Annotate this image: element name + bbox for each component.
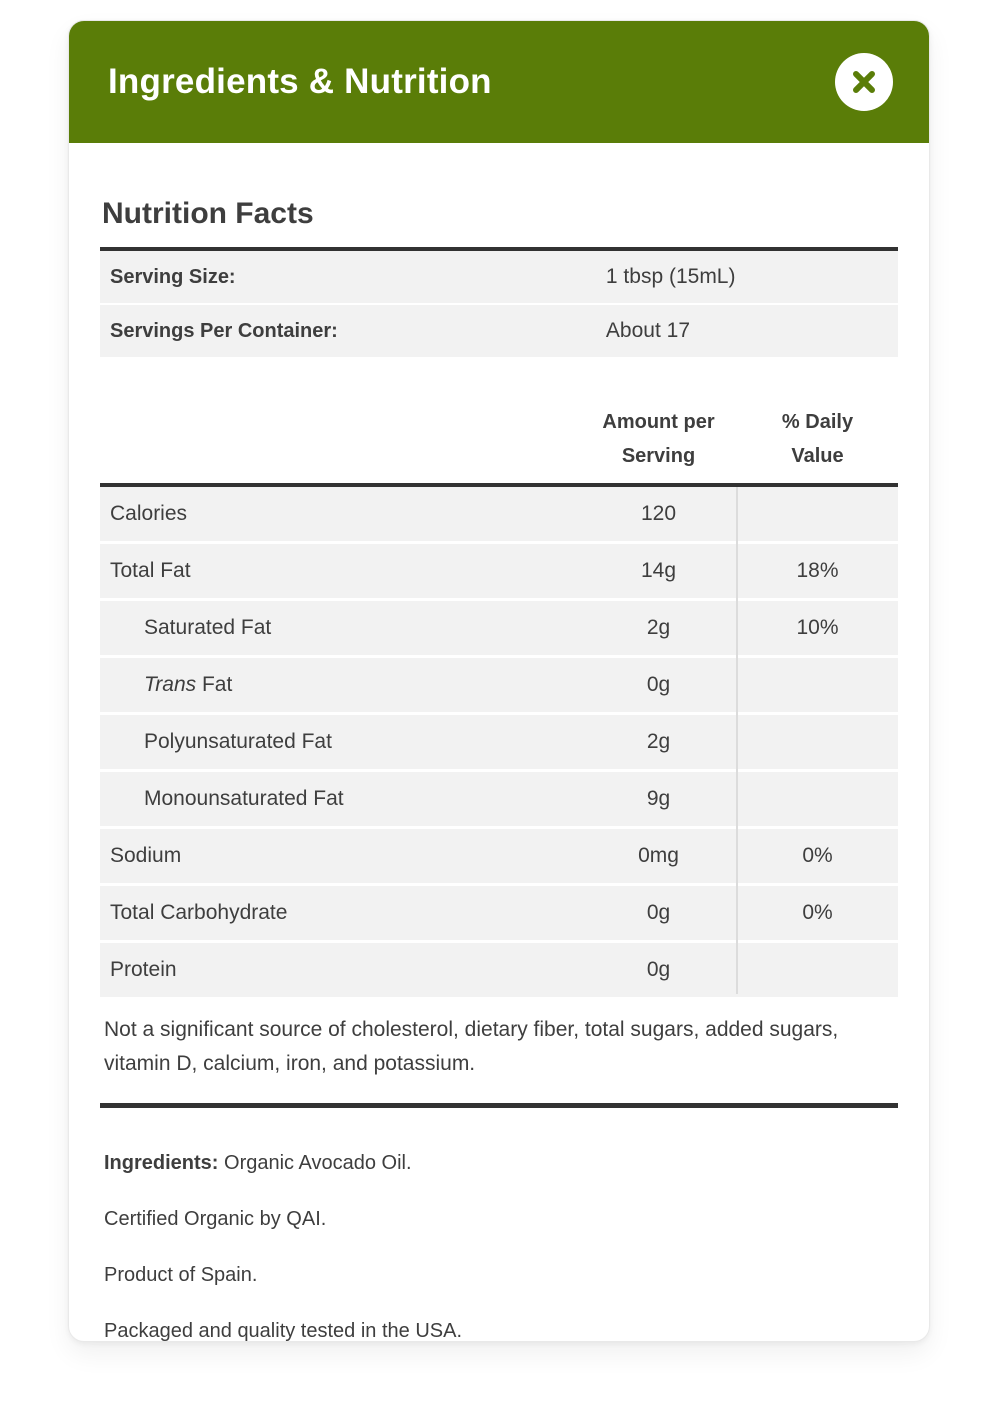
table-row [100,943,898,997]
table-row [100,601,898,655]
nutrient-amount: 0mg [638,844,679,867]
column-header-spacer [100,405,580,473]
nutrient-label: Trans Fat [144,673,233,696]
modal-title: Ingredients & Nutrition [108,62,492,101]
nutrient-amount: 0g [646,673,671,696]
product-details [100,1152,898,1396]
nutrition-footnote: Not a significant source of cholesterol, dietary fiber, total sugars, added sugars, vitamin D, calcium, iron, and potassium. [104,1018,839,1076]
detail-line-text: Packaged and quality tested in the USA. [104,1320,463,1343]
serving-info-label: Serving Size: [110,265,236,288]
nutrient-amount: 0g [646,901,671,924]
column-header-amount: Amount per Serving [602,411,715,467]
nutrient-label: Sodium [110,844,182,867]
nutrient-label: Calories [110,502,188,525]
nutrient-amount: 2g [646,616,671,639]
nutrient-label: Total Fat [110,559,191,582]
ingredients-nutrition-modal [68,20,930,1342]
column-header-daily-value: % Daily Value [781,411,854,467]
close-button[interactable] [835,53,893,111]
serving-info-value: 1 tbsp (15mL) [605,265,736,288]
table-row [100,487,898,541]
nutrient-daily-value: 18% [796,559,839,582]
serving-info-row [100,305,898,357]
modal-header [69,21,929,143]
nutrient-daily-value: 0% [802,844,833,867]
detail-line-bold: Ingredients: [104,1152,219,1175]
modal-content [69,197,929,1396]
serving-info-label: Servings Per Container: [110,319,338,342]
detail-line-text: Certified Organic by QAI. [104,1208,327,1231]
nutrient-amount: 14g [640,559,677,582]
nutrient-daily-value: 0% [802,901,833,924]
detail-line-text: Organic Avocado Oil. [218,1152,412,1175]
bottom-rule [100,1103,898,1108]
nutrient-label: Monounsaturated Fat [144,787,344,810]
serving-info-table [100,251,898,357]
table-row [100,658,898,712]
nutrition-table [100,487,898,997]
nutrient-amount: 2g [646,730,671,753]
detail-line [104,1152,898,1175]
serving-info-row [100,251,898,303]
column-headers-row [100,405,898,483]
detail-line-text: Product of Spain. [104,1264,258,1287]
detail-line [104,1320,898,1343]
nutrition-facts-heading: Nutrition Facts [102,197,314,230]
nutrient-amount: 120 [640,502,677,525]
nutrient-label: Polyunsaturated Fat [144,730,332,753]
table-row [100,772,898,826]
nutrient-label: Total Carbohydrate [110,901,288,924]
detail-line [104,1208,898,1231]
nutrient-label: Protein [110,958,177,981]
detail-line [104,1264,898,1287]
table-row [100,715,898,769]
table-row [100,829,898,883]
nutrient-amount: 0g [646,958,671,981]
table-row [100,544,898,598]
nutrient-label: Saturated Fat [144,616,272,639]
nutrient-amount: 9g [646,787,671,810]
table-row [100,886,898,940]
serving-info-value: About 17 [605,319,690,342]
close-icon [851,69,877,95]
nutrient-daily-value: 10% [796,616,839,639]
